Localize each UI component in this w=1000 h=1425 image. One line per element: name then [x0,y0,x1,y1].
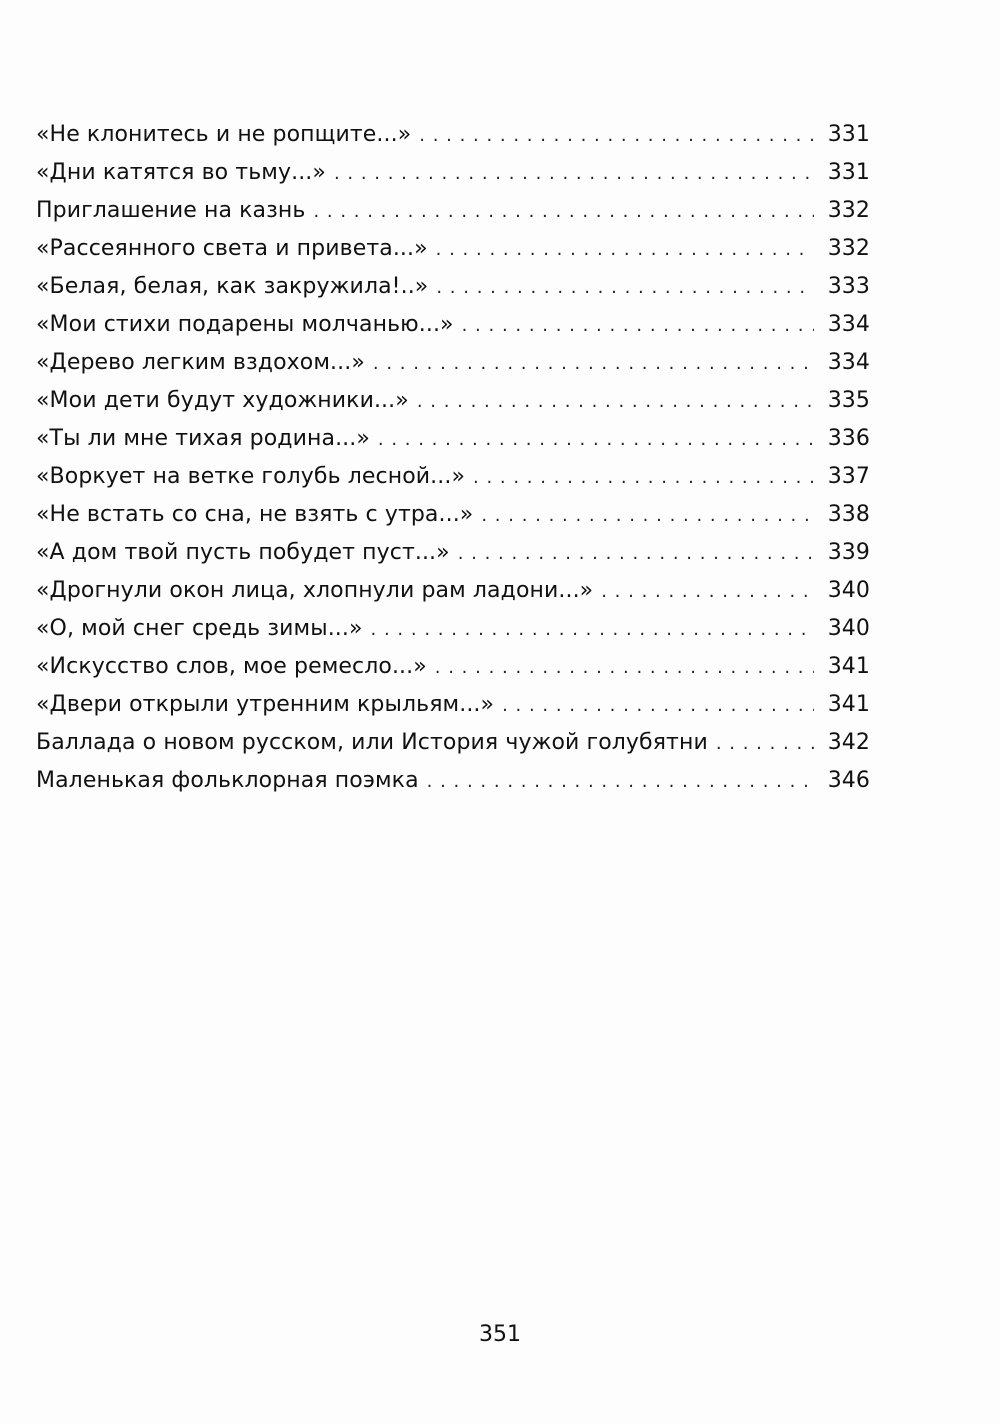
dot-leader [716,725,814,763]
dot-leader [435,649,814,687]
toc-entry [36,116,870,154]
toc-entry-page: 346 [827,768,870,793]
toc-entry-page: 331 [827,160,870,185]
toc-entry-title: «О, мой снег средь зимы...» [36,616,363,641]
toc-entry-title: «Не клонитесь и не ропщите...» [36,122,412,147]
toc-entry-page: 339 [827,540,870,565]
toc-entry-page: 334 [827,312,870,337]
toc-entry [36,648,870,686]
toc-entry [36,572,870,610]
toc-entry-title: «Дни катятся во тьму...» [36,160,326,185]
dot-leader [502,687,814,725]
toc-entry [36,724,870,762]
toc-entry-title: «Дерево легким вздохом...» [36,350,365,375]
toc-entry [36,686,870,724]
toc-entry [36,306,870,344]
toc-entry-title: «Не встать со сна, не взять с утра...» [36,502,474,527]
dot-leader [419,117,814,155]
toc-entry-page: 335 [827,388,870,413]
dot-leader [373,345,814,383]
toc-entry-page: 340 [827,578,870,603]
toc-entry-title: «Белая, белая, как закружила!..» [36,274,429,299]
toc-entry [36,192,870,230]
toc-entry-page: 342 [827,730,870,755]
toc-entry-title: «Мои стихи подарены молчанью...» [36,312,454,337]
dot-leader [427,763,814,801]
dot-leader [601,573,814,611]
toc-entry-title: «Дрогнули окон лица, хлопнули рам ладони...» [36,578,594,603]
toc-entry-title: «Двери открыли утренним крыльям...» [36,692,495,717]
toc-entry-page: 333 [827,274,870,299]
page-number: 351 [479,1322,521,1347]
toc-entry-title: «Воркует на ветке голубь лесной...» [36,464,466,489]
toc-entry [36,230,870,268]
toc-entry [36,762,870,800]
toc-entry [36,610,870,648]
dot-leader [378,421,814,459]
dot-leader [417,383,814,421]
toc-entry [36,344,870,382]
dot-leader [313,193,814,231]
dot-leader [436,231,814,269]
toc-entry [36,496,870,534]
toc-entry-title: Приглашение на казнь [36,198,306,223]
toc-entry [36,268,870,306]
toc-entry-page: 334 [827,350,870,375]
dot-leader [458,535,814,573]
dot-leader [334,155,814,193]
toc-entry-title: Баллада о новом русском, или История чужой голубятни [36,730,708,755]
toc-entry-title: «Ты ли мне тихая родина...» [36,426,370,451]
toc-entry [36,154,870,192]
toc-entry-title: «Мои дети будут художники...» [36,388,409,413]
toc-entry [36,382,870,420]
dot-leader [371,611,814,649]
dot-leader [436,269,814,307]
toc-entry [36,420,870,458]
toc-entry-page: 341 [827,654,870,679]
toc-entry-page: 341 [827,692,870,717]
toc-entry-page: 332 [827,198,870,223]
toc-entry-page: 338 [827,502,870,527]
toc-entry-page: 332 [827,236,870,261]
dot-leader [473,459,814,497]
toc-entry-page: 337 [827,464,870,489]
toc-entry [36,458,870,496]
dot-leader [481,497,814,535]
toc-entry-page: 340 [827,616,870,641]
toc-entry-title: «Рассеянного света и привета...» [36,236,428,261]
toc-entry-title: Маленькая фольклорная поэмка [36,768,419,793]
toc-entry [36,534,870,572]
toc-entry-page: 331 [827,122,870,147]
dot-leader [462,307,814,345]
toc-entry-title: «Искусство слов, мое ремесло...» [36,654,427,679]
table-of-contents [36,116,870,800]
toc-entry-page: 336 [827,426,870,451]
toc-entry-title: «А дом твой пусть побудет пуст...» [36,540,450,565]
